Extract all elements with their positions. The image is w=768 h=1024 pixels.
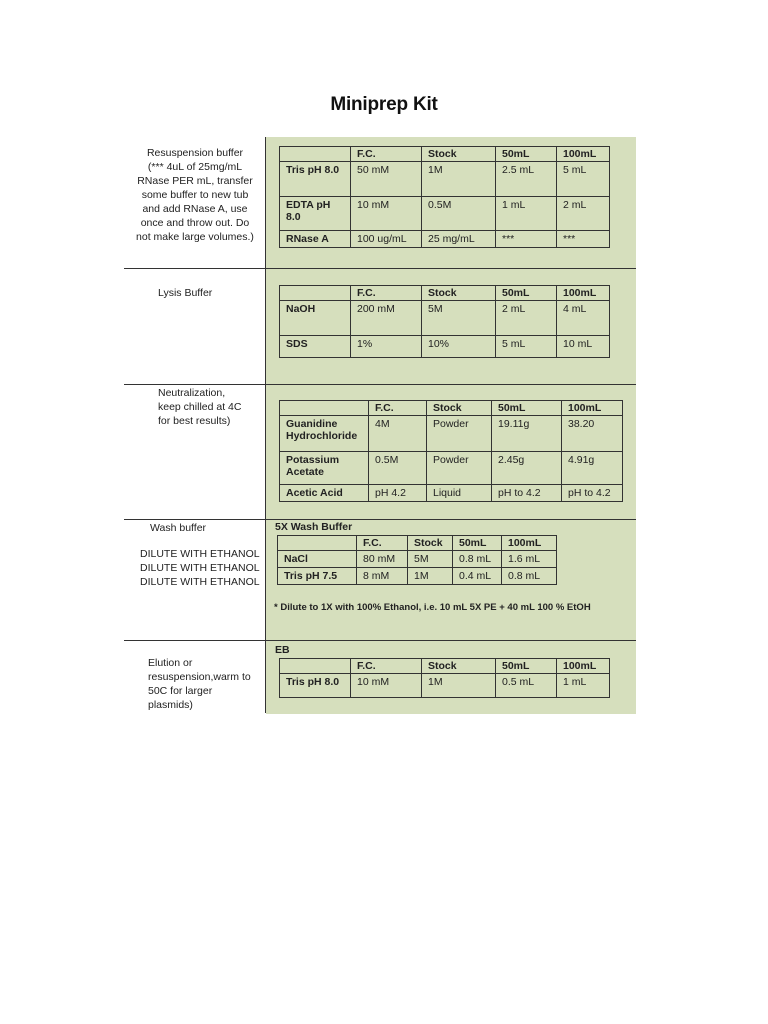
- table-row: [280, 336, 610, 358]
- table-cell: 1%: [351, 336, 422, 358]
- table-cell: 2 mL: [557, 197, 610, 231]
- table-row: [280, 674, 610, 698]
- table-cell: 2 mL: [496, 301, 557, 336]
- wash-label-cell: [124, 519, 266, 640]
- label-line: some buffer to new tub: [141, 189, 249, 201]
- row-label: Tris pH 8.0: [280, 162, 351, 197]
- elution-label-cell: [124, 640, 266, 713]
- neutralization-panel: [266, 384, 636, 520]
- lysis-table: [279, 285, 610, 358]
- table-cell: 0.5M: [422, 197, 496, 231]
- lysis-label: Lysis Buffer: [158, 287, 213, 299]
- table-row: [278, 568, 557, 585]
- header-cell: 50mL: [496, 147, 557, 162]
- header-cell: Stock: [422, 147, 496, 162]
- header-cell: [280, 659, 351, 674]
- header-cell: F.C.: [351, 659, 422, 674]
- table-header-row: [280, 286, 610, 301]
- section-wash: [124, 519, 636, 640]
- table-cell: 50 mM: [351, 162, 422, 197]
- table-cell: 5 mL: [496, 336, 557, 358]
- table-cell: Liquid: [427, 485, 492, 502]
- header-cell: F.C.: [351, 147, 422, 162]
- table-cell: 0.5M: [369, 452, 427, 485]
- table-cell: 0.4 mL: [453, 568, 502, 585]
- table-cell: 1M: [408, 568, 453, 585]
- header-cell: Stock: [427, 401, 492, 416]
- table-row: [280, 301, 610, 336]
- table-cell: pH to 4.2: [562, 485, 623, 502]
- lysis-label-cell: [124, 268, 266, 384]
- header-cell: Stock: [422, 659, 496, 674]
- table-cell: 10 mL: [557, 336, 610, 358]
- label-line: keep chilled at 4C: [158, 401, 242, 413]
- header-cell: 100mL: [562, 401, 623, 416]
- wash-subtitle: 5X Wash Buffer: [275, 521, 353, 533]
- section-lysis: [124, 268, 636, 384]
- label-line: DILUTE WITH ETHANOL: [140, 576, 260, 588]
- buffer-sheet: [124, 137, 636, 713]
- table-cell: 25 mg/mL: [422, 231, 496, 248]
- table-cell: 1.6 mL: [502, 551, 557, 568]
- table-cell: 5M: [422, 301, 496, 336]
- table-header-row: [280, 659, 610, 674]
- table-cell: pH 4.2: [369, 485, 427, 502]
- elution-table: [279, 658, 610, 698]
- label-line: plasmids): [148, 699, 193, 711]
- header-cell: 100mL: [557, 147, 610, 162]
- table-row: [280, 485, 623, 502]
- label-line: 50C for larger: [148, 685, 213, 697]
- label-line: Elution or: [148, 657, 193, 669]
- resuspension-label-cell: [124, 137, 266, 268]
- table-cell: 1M: [422, 674, 496, 698]
- header-cell: 50mL: [453, 536, 502, 551]
- table-cell: 5M: [408, 551, 453, 568]
- header-cell: [280, 286, 351, 301]
- label-line: not make large volumes.): [136, 231, 254, 243]
- table-cell: 1 mL: [496, 197, 557, 231]
- header-cell: Stock: [422, 286, 496, 301]
- label-line: resuspension,warm to: [148, 671, 251, 683]
- row-label: Potassium Acetate: [280, 452, 369, 485]
- wash-table: [277, 535, 557, 585]
- header-cell: 100mL: [502, 536, 557, 551]
- wash-dilute-warning: [140, 547, 260, 589]
- section-resuspension: [124, 137, 636, 268]
- table-row: [280, 197, 610, 231]
- section-neutralization: [124, 384, 636, 519]
- table-cell: 80 mM: [357, 551, 408, 568]
- resuspension-panel: [266, 137, 636, 268]
- table-cell: 4 mL: [557, 301, 610, 336]
- table-row: [280, 452, 623, 485]
- label-line: RNase PER mL, transfer: [137, 175, 253, 187]
- wash-dilution-note: * Dilute to 1X with 100% Ethanol, i.e. 10 mL 5X PE + 40 mL 100 % EtOH: [274, 602, 591, 613]
- header-cell: [278, 536, 357, 551]
- row-label: Tris pH 7.5: [278, 568, 357, 585]
- row-label: Acetic Acid: [280, 485, 369, 502]
- row-label: NaOH: [280, 301, 351, 336]
- page-title: Miniprep Kit: [330, 94, 438, 115]
- table-cell: 4.91g: [562, 452, 623, 485]
- row-label: NaCl: [278, 551, 357, 568]
- header-cell: 50mL: [496, 659, 557, 674]
- neutralization-table: [279, 400, 623, 502]
- table-header-row: [280, 401, 623, 416]
- table-cell: 10 mM: [351, 197, 422, 231]
- header-cell: Stock: [408, 536, 453, 551]
- section-elution: [124, 640, 636, 713]
- neutralization-label: [158, 386, 241, 428]
- header-cell: [280, 147, 351, 162]
- header-cell: 100mL: [557, 659, 610, 674]
- table-header-row: [280, 147, 610, 162]
- neutralization-label-cell: [124, 384, 266, 519]
- resuspension-label: [128, 146, 262, 244]
- table-cell: 0.5 mL: [496, 674, 557, 698]
- table-row: [280, 162, 610, 197]
- header-cell: 100mL: [557, 286, 610, 301]
- label-line: once and throw out. Do: [140, 217, 250, 229]
- table-cell: 10%: [422, 336, 496, 358]
- label-line: for best results): [158, 415, 231, 427]
- label-line: DILUTE WITH ETHANOL: [140, 548, 260, 560]
- label-line: and add RNase A, use: [142, 203, 248, 215]
- table-cell: 0.8 mL: [502, 568, 557, 585]
- label-line: Resuspension buffer: [146, 147, 244, 159]
- header-cell: F.C.: [357, 536, 408, 551]
- table-cell: 38.20: [562, 416, 623, 452]
- table-row: [280, 231, 610, 248]
- table-cell: 2.5 mL: [496, 162, 557, 197]
- table-cell: 5 mL: [557, 162, 610, 197]
- table-cell: 10 mM: [351, 674, 422, 698]
- table-cell: Powder: [427, 416, 492, 452]
- elution-panel: [266, 640, 636, 714]
- table-cell: 8 mM: [357, 568, 408, 585]
- table-cell: 100 ug/mL: [351, 231, 422, 248]
- label-line: Neutralization,: [158, 387, 226, 399]
- wash-panel: [266, 519, 636, 641]
- row-label: SDS: [280, 336, 351, 358]
- header-cell: 50mL: [492, 401, 562, 416]
- table-cell: pH to 4.2: [492, 485, 562, 502]
- table-cell: ***: [496, 231, 557, 248]
- label-line: (*** 4uL of 25mg/mL: [147, 161, 243, 173]
- header-cell: F.C.: [369, 401, 427, 416]
- row-label: Tris pH 8.0: [280, 674, 351, 698]
- header-cell: [280, 401, 369, 416]
- table-cell: 200 mM: [351, 301, 422, 336]
- row-label: EDTA pH 8.0: [280, 197, 351, 231]
- table-cell: 4M: [369, 416, 427, 452]
- elution-subtitle: EB: [275, 644, 290, 656]
- row-label: RNase A: [280, 231, 351, 248]
- label-line: DILUTE WITH ETHANOL: [140, 562, 260, 574]
- wash-label: Wash buffer: [150, 522, 207, 534]
- table-cell: 1M: [422, 162, 496, 197]
- table-header-row: [278, 536, 557, 551]
- elution-label: [148, 656, 251, 712]
- header-cell: F.C.: [351, 286, 422, 301]
- table-cell: 1 mL: [557, 674, 610, 698]
- table-row: [280, 416, 623, 452]
- table-cell: 19.11g: [492, 416, 562, 452]
- table-cell: Powder: [427, 452, 492, 485]
- table-row: [278, 551, 557, 568]
- header-cell: 50mL: [496, 286, 557, 301]
- table-cell: ***: [557, 231, 610, 248]
- resuspension-table: [279, 146, 610, 248]
- table-cell: 0.8 mL: [453, 551, 502, 568]
- lysis-panel: [266, 268, 636, 385]
- table-cell: 2.45g: [492, 452, 562, 485]
- row-label: Guanidine Hydrochloride: [280, 416, 369, 452]
